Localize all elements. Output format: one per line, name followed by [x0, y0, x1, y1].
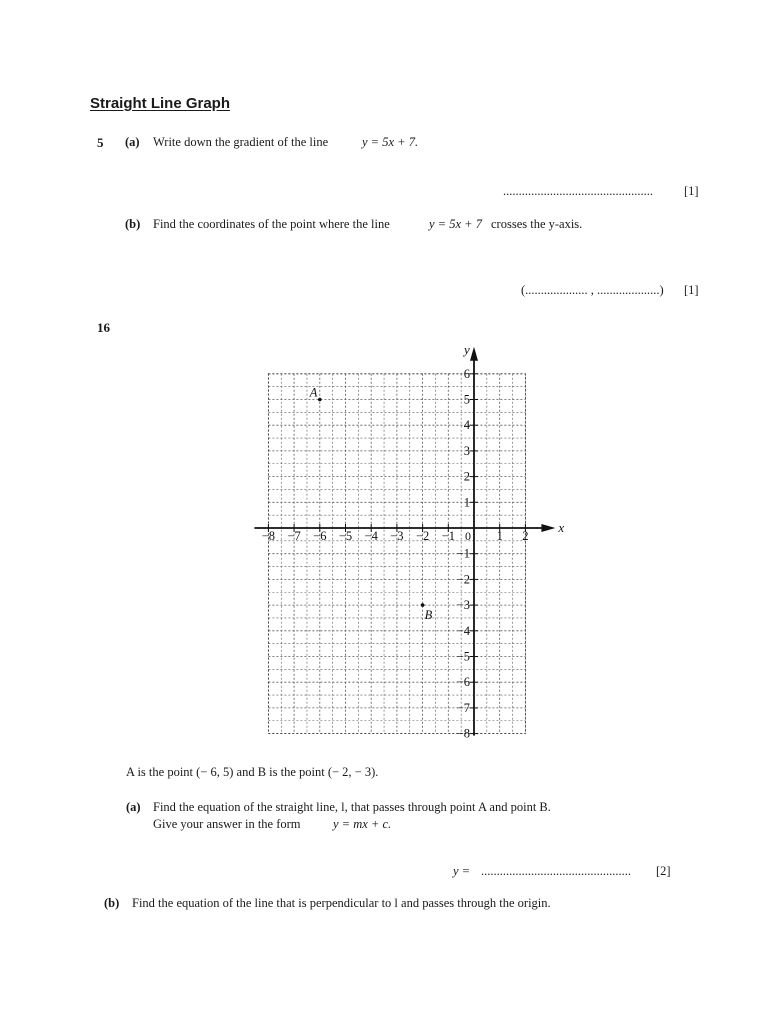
y-axis-arrow	[470, 347, 478, 361]
point-b	[421, 603, 425, 607]
x-tick-label: −4	[364, 529, 378, 543]
q16a-form-equation: y = mx + c.	[333, 817, 392, 831]
y-tick-label: −2	[456, 572, 470, 587]
q16a-answer-line[interactable]: ................................................	[481, 864, 631, 878]
point-label-a: A	[309, 385, 318, 400]
y-tick-label: −3	[456, 598, 470, 613]
q5b-text-after: crosses the y-axis.	[491, 217, 583, 231]
y-tick-label: −7	[456, 700, 470, 715]
x-tick-label: −5	[338, 529, 353, 543]
x-tick-label: 1	[496, 529, 503, 543]
q5b-equation: y = 5x + 7	[429, 217, 482, 231]
coordinate-grid-chart	[250, 330, 570, 750]
q5b-marks: [1]	[684, 283, 699, 297]
y-tick-label: 1	[463, 495, 470, 510]
x-tick-label: −2	[415, 529, 430, 543]
y-tick-label: 3	[463, 443, 470, 458]
y-tick-label: −1	[456, 546, 470, 561]
q5a-equation: y = 5x + 7.	[362, 135, 419, 149]
x-tick-label: −7	[287, 529, 301, 543]
q16a-marks: [2]	[656, 864, 671, 878]
q5a-text: Write down the gradient of the line	[153, 135, 329, 149]
y-axis-label: y	[464, 341, 470, 357]
y-tick-label: −8	[456, 726, 470, 741]
q16b-label: (b)	[104, 896, 120, 910]
y-tick-label: 6	[463, 366, 470, 381]
point-label-b: B	[424, 608, 433, 623]
y-tick-label: 4	[463, 418, 470, 433]
x-tick-label: −8	[261, 529, 276, 543]
y-tick-label: 5	[463, 392, 470, 407]
x-axis-label: x	[558, 520, 565, 535]
question-16-number: 16	[97, 320, 110, 335]
q5b-label: (b)	[125, 217, 141, 231]
q5b-text-before: Find the coordinates of the point where the line	[153, 217, 390, 231]
y-tick-label: 2	[463, 469, 470, 484]
x-tick-label: −6	[313, 529, 327, 543]
y-tick-label: −6	[456, 675, 470, 690]
y-tick-label: −5	[456, 649, 470, 664]
x-tick-label: −1	[441, 529, 455, 543]
origin-label: 0	[465, 529, 471, 543]
q16a-answer-prefix: y =	[453, 864, 471, 878]
q16a-line2: Give your answer in the form	[153, 817, 301, 831]
q16a-line1: Find the equation of the straight line, l, that passes through point A and point B.	[153, 800, 551, 814]
q5b-answer-line[interactable]: (.................... , ....................)	[521, 283, 664, 297]
x-axis-arrow	[541, 524, 555, 532]
page-heading: Straight Line Graph	[90, 95, 231, 112]
x-tick-label: −3	[390, 529, 404, 543]
q5a-marks: [1]	[684, 184, 699, 198]
y-tick-label: −4	[456, 623, 470, 638]
q16-statement: A is the point (− 6, 5) and B is the point (− 2, − 3).	[126, 765, 379, 779]
point-a	[318, 398, 322, 402]
q16a-label: (a)	[126, 800, 141, 814]
q5a-label: (a)	[125, 135, 140, 149]
q5a-answer-line[interactable]: ................................................	[503, 184, 653, 198]
question-5-number: 5	[97, 135, 104, 150]
x-tick-label: 2	[522, 529, 529, 543]
q16b-text: Find the equation of the line that is perpendicular to l and passes through the origin.	[132, 896, 551, 910]
